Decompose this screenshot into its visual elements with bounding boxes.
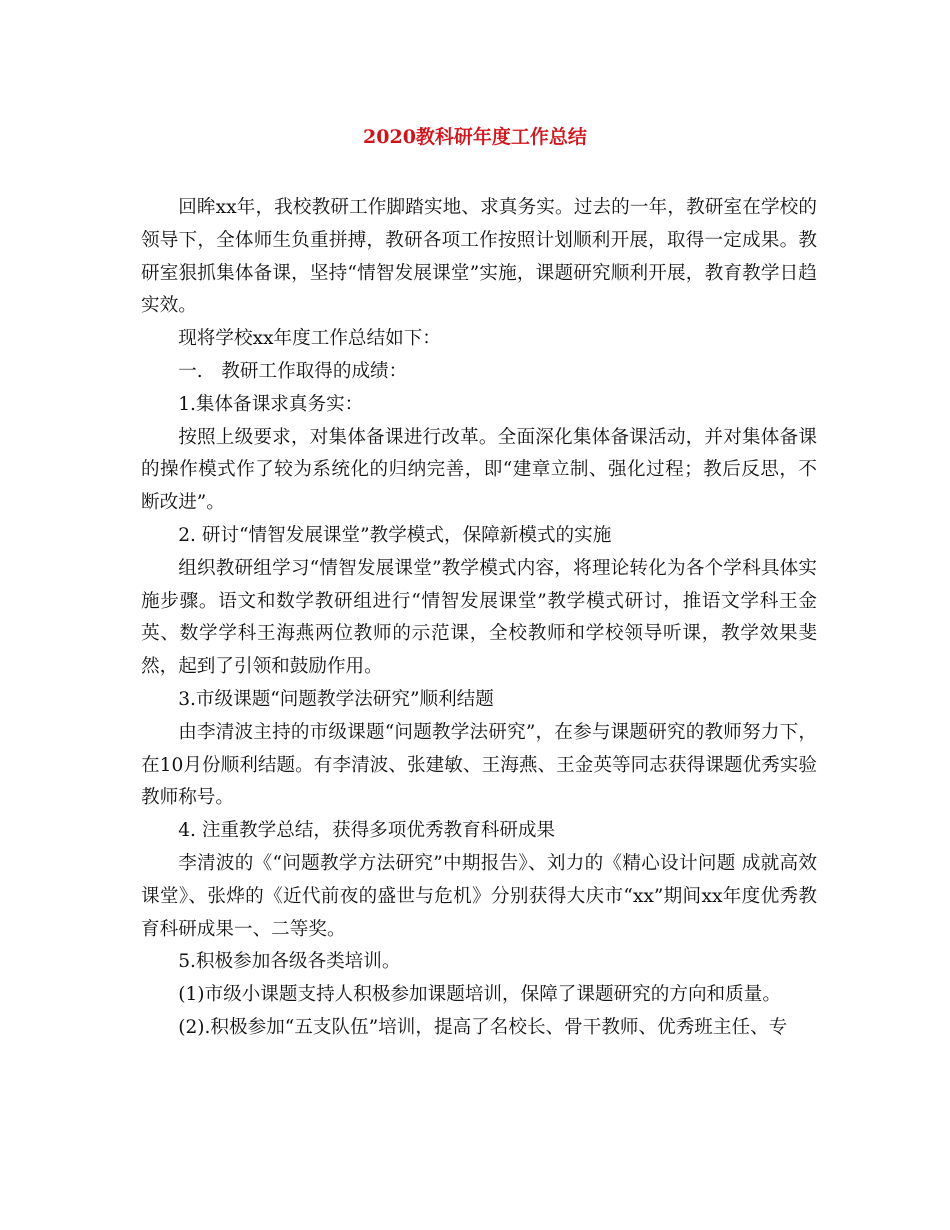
- paragraph-4: 李清波的《“问题教学方法研究”中期报告》、刘力的《精心设计问题 成就高效课堂》、张烨的《近代前夜的盛世与危机》分别获得大庆市“xx”期间xx年度优秀教育科研成果一、二等奖。: [141, 852, 817, 940]
- paragraph-intro: 回眸xx年，我校教研工作脚踏实地、求真务实。过去的一年，教研室在学校的领导下，全体师生负重拼搏，教研各项工作按照计划顺利开展，取得一定成果。教研室狠抓集体备课，坚持“情智发展课堂”实施，课题研究顺利开展，教育教学日趋实效。: [141, 197, 817, 317]
- subheading-5: 5.积极参加各级各类培训。: [178, 951, 401, 973]
- document-title: 2020教科研年度工作总结: [363, 126, 587, 148]
- subheading-1: 1.集体备课求真务实：: [178, 393, 364, 415]
- paragraph-2: 组织教研组学习“情智发展课堂”教学模式内容，将理论转化为各个学科具体实施步骤。语文和数学教研组进行“情智发展课堂”教学模式研讨，推语文学科王金英、数学学科王海燕两位教师的示范课，全校教师和学校领导听课，教学效果斐然，起到了引领和鼓励作用。: [141, 557, 817, 678]
- paragraph-3: 由李清波主持的市级课题“问题教学法研究”，在参与课题研究的教师努力下，在10月份顺利结题。有李清波、张建敏、王海燕、王金英等同志获得课题优秀实验教师称号。: [141, 721, 817, 809]
- subheading-3: 3.市级课题“问题教学法研究”顺利结题: [178, 688, 494, 710]
- list-item-2: (2).积极参加“五支队伍”培训，提高了名校长、骨干教师、优秀班主任、专: [178, 1016, 788, 1038]
- subheading-4: 4. 注重教学总结，获得多项优秀教育科研成果: [178, 820, 556, 842]
- paragraph-summary-lead: 现将学校xx年度工作总结如下：: [178, 328, 441, 350]
- subheading-2: 2. 研讨“情智发展课堂”教学模式，保障新模式的实施: [178, 524, 612, 546]
- paragraph-1: 按照上级要求，对集体备课进行改革。全面深化集体备课活动，并对集体备课的操作模式作了较为系统化的归纳完善，即“建章立制、强化过程；教后反思，不断改进”。: [141, 426, 817, 514]
- document-body: [141, 192, 817, 1045]
- section-heading-achievements: 一. 教研工作取得的成绩：: [178, 360, 408, 382]
- list-item-1: (1)市级小课题支持人积极参加课题培训，保障了课题研究的方向和质量。: [178, 984, 781, 1006]
